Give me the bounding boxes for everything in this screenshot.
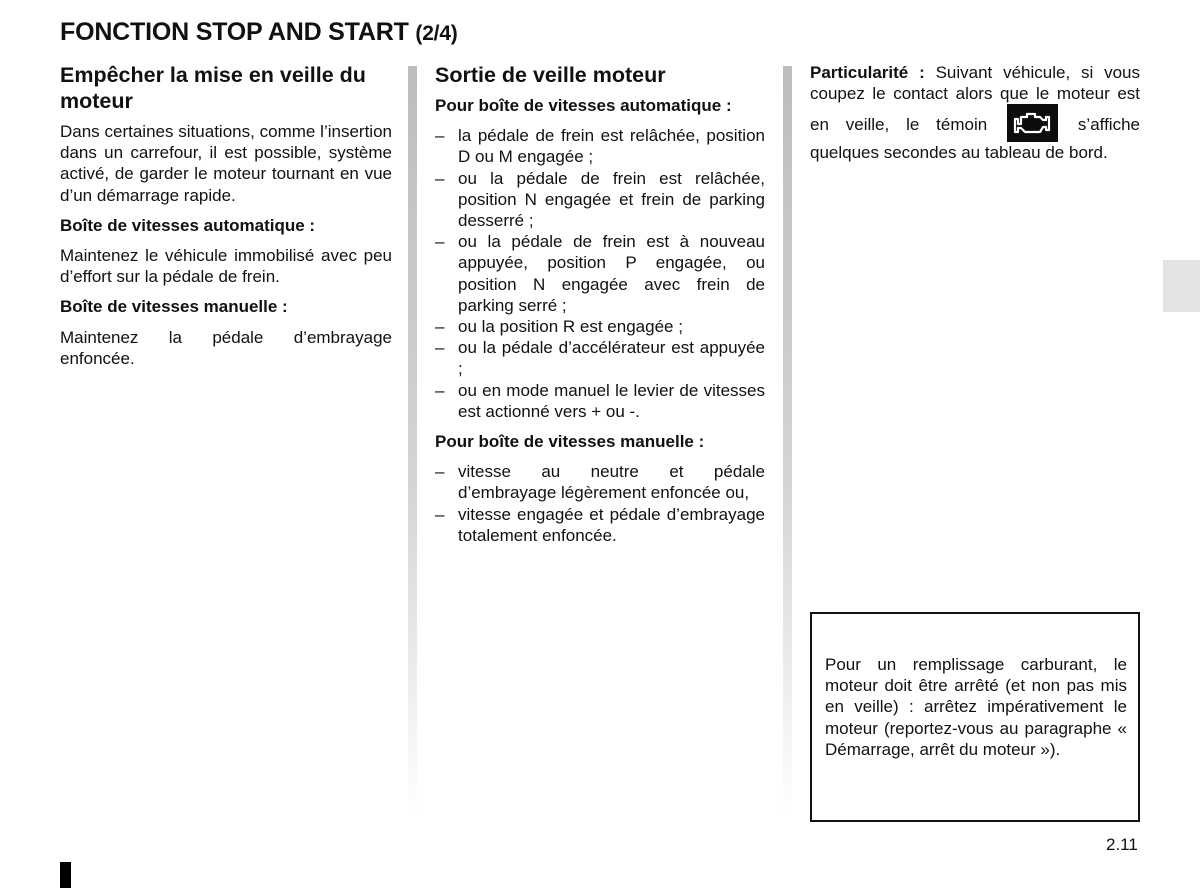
section-heading-prevent-standby: Empêcher la mise en veille du moteur xyxy=(60,63,366,113)
manual-gearbox-text: Maintenez la pédale d’embrayage enfoncée. xyxy=(60,327,392,368)
particularity-text-start: Suivant véhicule, si vous coupez le contact alors que le moteur est en veille, le témoin xyxy=(810,63,1141,135)
list-item: – ou la pédale d’accélérateur est appuyée ; xyxy=(435,337,765,379)
chapter-tab xyxy=(1163,260,1200,312)
particularity-text-end: s’affiche quelques secondes au tableau de bord. xyxy=(810,115,1140,163)
list-item: – ou la pédale de frein est à nouveau appuyée, position P engagée, ou position N engagée avec frein de parking serré ; xyxy=(435,231,765,316)
page-title xyxy=(60,18,458,47)
intro-paragraph: Dans certaines situations, comme l’insertion dans un carrefour, il est possible, système activé, de garder le moteur tournant en vue d’un démarrage rapide. xyxy=(60,122,392,205)
list-item: – vitesse au neutre et pédale d’embrayage légèrement enfoncée ou, xyxy=(435,461,765,503)
list-item: – vitesse engagée et pédale d’embrayage totalement enfoncée. xyxy=(435,504,765,546)
manual-gearbox-label: Boîte de vitesses manuelle : xyxy=(60,297,288,317)
list-item: – ou la position R est engagée ; xyxy=(435,316,765,337)
auto-gearbox-text: Maintenez le véhicule immobilisé avec peu d’effort sur la pédale de frein. xyxy=(60,246,392,287)
column-prevent-standby xyxy=(60,62,392,378)
particularity-label: Particularité : xyxy=(810,63,925,82)
list-item: – la pédale de frein est relâchée, position D ou M engagée ; xyxy=(435,125,765,167)
refuel-warning-box xyxy=(810,612,1140,822)
manual-conditions-list xyxy=(435,461,765,546)
particularity-note xyxy=(810,62,1140,164)
auto-gearbox-label: Boîte de vitesses automatique : xyxy=(60,215,316,235)
refuel-warning-text: Pour un remplissage carburant, le moteur doit être arrêté (et non pas mis en veille) : arrêtez impérativement le moteur (reportez-vous au paragraphe « Démarrage, arrêt du moteur »). xyxy=(825,655,1127,759)
page-title-part: (2/4) xyxy=(415,22,458,45)
page-number: 2.11 xyxy=(1106,835,1138,854)
auto-conditions-list xyxy=(435,125,765,422)
corner-mark xyxy=(60,862,71,888)
column-divider-right xyxy=(783,66,792,818)
section-heading-exit-standby: Sortie de veille moteur xyxy=(435,63,666,87)
column-divider-left xyxy=(408,66,417,818)
auto-gearbox-label: Pour boîte de vitesses automatique : xyxy=(435,96,732,115)
column-particularity xyxy=(810,62,1140,164)
list-item: – ou la pédale de frein est relâchée, position N engagée et frein de parking desserré ; xyxy=(435,168,765,232)
column-exit-standby xyxy=(435,62,765,555)
list-item: – ou en mode manuel le levier de vitesses est actionné vers + ou -. xyxy=(435,380,765,422)
manual-gearbox-label: Pour boîte de vitesses manuelle : xyxy=(435,432,705,452)
engine-warning-icon xyxy=(1007,104,1058,142)
page-title-text: FONCTION STOP AND START xyxy=(60,18,409,46)
